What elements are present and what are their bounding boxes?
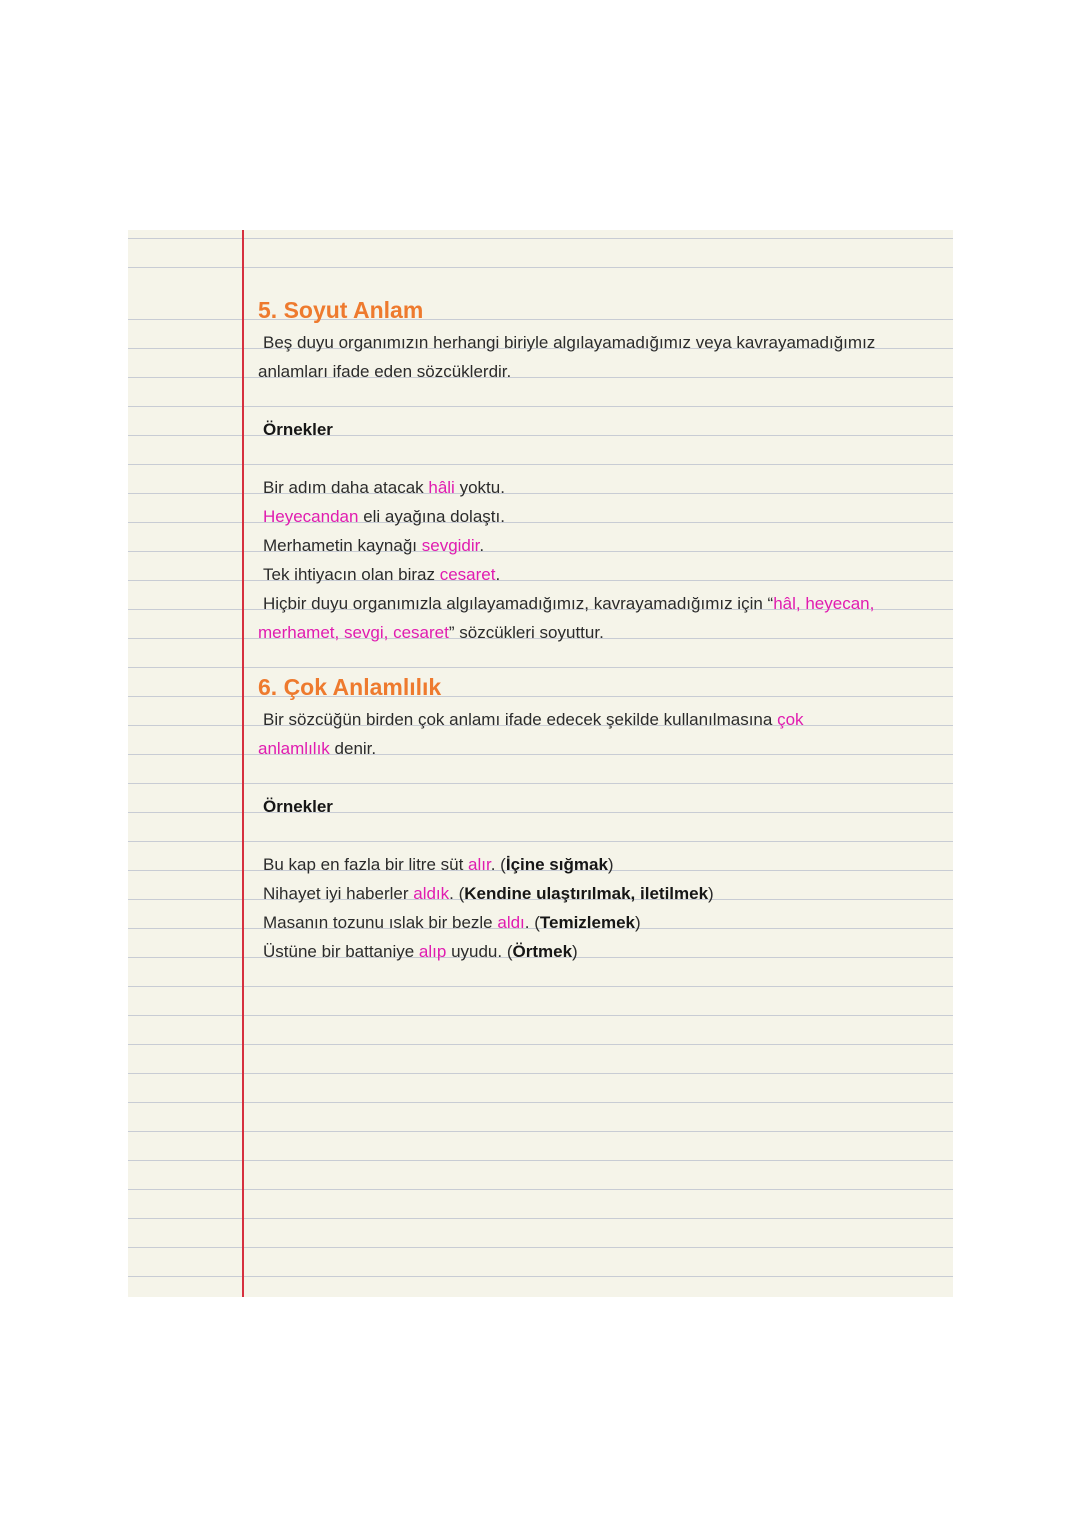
example-text: Tek ihtiyacın olan biraz (263, 565, 440, 584)
section-5-example-2 (263, 502, 505, 531)
section-5-definition-line-1: Beş duyu organımızın herhangi biriyle algılayamadığımız veya kavrayamadığımız (263, 333, 876, 352)
highlighted-word: aldık (413, 884, 450, 903)
meaning-text: Temizlemek (539, 913, 636, 932)
section-5-summary-line-2 (258, 618, 604, 647)
example-text: Bu kap en fazla bir litre süt (263, 855, 469, 874)
section-6-example-2 (263, 879, 714, 908)
section-6-example-1 (263, 850, 614, 879)
section-5-definition-line-2: anlamları ifade eden sözcüklerdir. (258, 362, 512, 381)
example-text: eli ayağına dolaştı. (358, 507, 505, 526)
example-text: ) (708, 884, 714, 903)
definition-text: denir. (329, 739, 377, 758)
example-text: Masanın tozunu ıslak bir bezle (263, 913, 498, 932)
notebook-page (128, 230, 953, 1297)
section-5-example-1 (263, 473, 505, 502)
example-text: ) (635, 913, 641, 932)
section-5-examples-label: Örnekler (263, 420, 333, 439)
highlighted-word: sevgidir (421, 536, 480, 555)
example-text: ) (607, 855, 614, 874)
highlighted-word: alır (468, 855, 491, 874)
section-6-title: 6. Çok Anlamlılık (258, 674, 442, 700)
example-text: Üstüne bir battaniye (263, 942, 419, 961)
section-6-example-3 (263, 908, 641, 937)
section-6-definition-line-1 (263, 705, 804, 734)
margin-line (242, 230, 244, 1297)
meaning-text: Kendine ulaştırılmak, iletilmek (464, 884, 709, 903)
example-text: ) (572, 942, 578, 961)
section-5-title: 5. Soyut Anlam (258, 297, 424, 323)
highlighted-word: Heyecandan (263, 507, 359, 526)
highlighted-word: çok (777, 710, 804, 729)
highlighted-word: cesaret (439, 565, 496, 584)
example-text: Nihayet iyi haberler (263, 884, 414, 903)
highlighted-word: hâli (428, 478, 455, 497)
meaning-text: İçine sığmak (505, 855, 608, 874)
section-5-example-4 (263, 560, 500, 589)
example-text: Merhametin kaynağı (263, 536, 422, 555)
example-text: yoktu. (454, 478, 505, 497)
summary-text: ” sözcükleri soyuttur. (448, 623, 604, 642)
highlighted-word: alıp (418, 942, 447, 961)
highlighted-words: merhamet, sevgi, cesaret (258, 623, 449, 642)
example-text: Bir adım daha atacak (263, 478, 429, 497)
meaning-text: Örtmek (512, 942, 573, 961)
example-text: . ( (490, 855, 506, 874)
definition-text: Bir sözcüğün birden çok anlamı ifade edecek şekilde kullanılmasına (263, 710, 778, 729)
highlighted-word: aldı (497, 913, 525, 932)
example-text: . (479, 536, 485, 555)
section-5-example-3 (263, 531, 484, 560)
highlighted-word: anlamlılık (258, 739, 330, 758)
section-6-example-4 (263, 937, 578, 966)
highlighted-words: hâl, heyecan, (773, 594, 875, 613)
example-text: . ( (449, 884, 465, 903)
section-5-summary-line-1 (263, 589, 874, 618)
section-6-examples-label: Örnekler (263, 797, 333, 816)
example-text: . ( (524, 913, 540, 932)
example-text: uyudu. ( (446, 942, 513, 961)
example-text: . (495, 565, 501, 584)
section-6-definition-line-2 (258, 734, 376, 763)
summary-text: Hiçbir duyu organımızla algılayamadığımız, kavrayamadığımız için “ (263, 594, 774, 613)
